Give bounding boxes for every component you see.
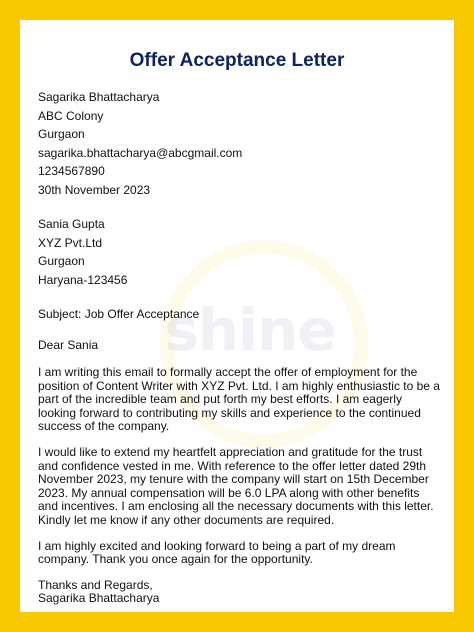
sender-phone: 1234567890 [38,164,105,178]
recipient-address [38,215,440,289]
salutation: Dear Sania [38,337,99,352]
closing-phrase: Thanks and Regards, [38,577,153,592]
paragraph-details: I would like to extend my heartfelt appreciation and gratitude for the trust and confidence vested in me. With reference to the offer letter dated 29th November 2023, my tenure with the company will start on 15th December 2023. My annual compensation will be 6.0 LPA along with other benefits and incentives. I am enclosing all the necessary documents with this letter. Kindly let me know if any other documents are required. [38,444,434,527]
watermark-text: shine [164,296,336,364]
letter-title: Offer Acceptance Letter [129,50,345,71]
recipient-company: XYZ Pvt.Ltd [38,235,103,250]
recipient-city: Gurgaon [38,254,85,268]
sender-street: ABC Colony [38,108,104,123]
sender-name: Sagarika Bhattacharya [38,90,160,104]
letter-body [38,88,440,606]
recipient-state: Haryana-123456 [38,272,128,287]
signature-block [38,579,440,606]
paragraph-acceptance: I am writing this email to formally accept the offer of employment for the position of Content Writer with XYZ Pvt. Ltd. I am highly enthusiastic to be a part of the incredible team and put forth my best efforts. I am eagerly looking forward to contributing my skills and experience to the continued success of the company. [38,365,440,434]
recipient-name: Sania Gupta [38,217,105,231]
sender-email: sagarika.bhattacharya@abcgmail.com [38,145,243,160]
subject-line: Subject: Job Offer Acceptance [38,307,200,321]
paragraph-closing-remark: I am highly excited and looking forward to being a part of my dream company. Thank you once again for the opportunity. [38,538,396,567]
letter-date: 30th November 2023 [38,182,151,197]
sender-address [38,88,440,199]
letter-page [20,20,454,612]
sender-city: Gurgaon [38,127,85,141]
signature-name: Sagarika Bhattacharya [38,591,160,606]
